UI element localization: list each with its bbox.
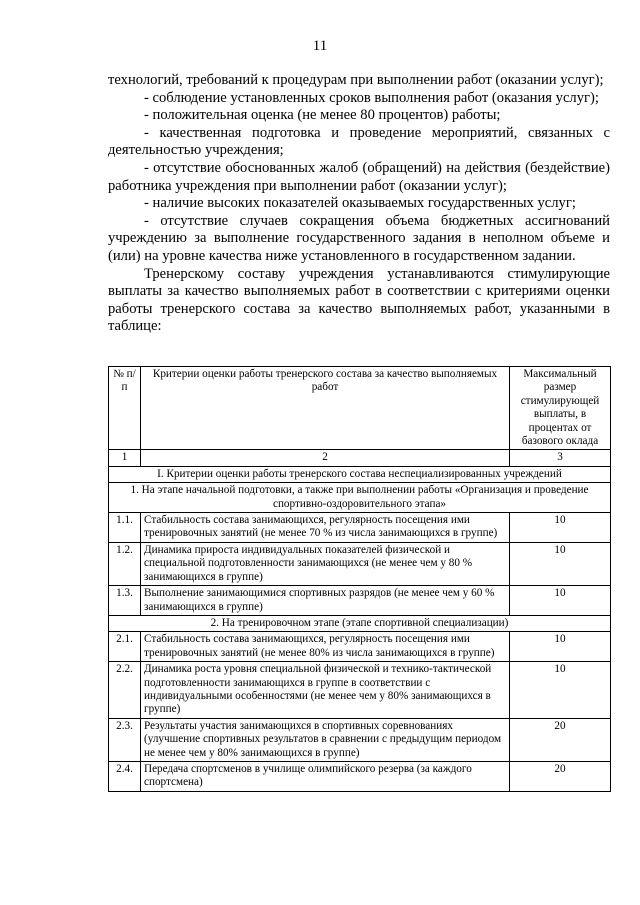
- row-number: 2.3.: [109, 718, 141, 761]
- table-row: [109, 586, 611, 616]
- table-row: [109, 662, 611, 719]
- section-title-row: [109, 615, 611, 631]
- row-value: 10: [510, 662, 611, 719]
- header-max-payment: Максимальный размер стимулирующей выплаты, в процентах от базового оклада: [510, 367, 611, 450]
- row-criterion: Результаты участия занимающихся в спортивных соревнованиях (улучшение спортивных результатов в сравнении с предыдущим периодом не менее чем у 80% занимающихся в группе): [141, 718, 510, 761]
- row-criterion: Выполнение занимающимися спортивных разрядов (не менее чем у 60 % занимающихся в группе): [141, 586, 510, 616]
- column-number: 1: [109, 450, 141, 466]
- body-text: [108, 72, 610, 336]
- criteria-table: [108, 366, 611, 792]
- row-number: 1.3.: [109, 586, 141, 616]
- column-number: 2: [141, 450, 510, 466]
- row-criterion: Динамика прироста индивидуальных показателей физической и специальной подготовленности занимающихся (не менее чем у 80 % занимающихся в группе): [141, 542, 510, 585]
- row-value: 10: [510, 632, 611, 662]
- paragraph: - качественная подготовка и проведение мероприятий, связанных с деятельностью учреждения;: [108, 124, 610, 159]
- paragraph: - отсутствие обоснованных жалоб (обращений) на действия (бездействие) работника учреждения при выполнении работ (оказании услуг);: [108, 159, 610, 194]
- table-row: [109, 513, 611, 543]
- section-title: 2. На тренировочном этапе (этапе спортивной специализации): [109, 615, 611, 631]
- table-row: [109, 761, 611, 791]
- row-criterion: Динамика роста уровня специальной физической и технико-тактической подготовленности занимающихся в группе в соответствии с индивидуальными особенностями (не менее чем у 80% занимающихся в группе): [141, 662, 510, 719]
- row-number: 2.2.: [109, 662, 141, 719]
- row-criterion: Передача спортсменов в училище олимпийского резерва (за каждого спортсмена): [141, 761, 510, 791]
- row-value: 20: [510, 718, 611, 761]
- row-value: 20: [510, 761, 611, 791]
- section-title-row: [109, 483, 611, 513]
- table-header-row: [109, 367, 611, 450]
- row-value: 10: [510, 586, 611, 616]
- page-number: 11: [312, 38, 328, 54]
- row-criterion: Стабильность состава занимающихся, регулярность посещения ими тренировочных занятий (не менее 70 % из числа занимающихся в группе): [141, 513, 510, 543]
- paragraph: технологий, требований к процедурам при выполнении работ (оказании услуг);: [108, 72, 604, 88]
- table-row: [109, 632, 611, 662]
- row-criterion: Стабильность состава занимающихся, регулярность посещения ими тренировочных занятий (не менее 80% из числа занимающихся в группе): [141, 632, 510, 662]
- row-value: 10: [510, 513, 611, 543]
- group-title-row: [109, 466, 611, 482]
- table-row: [109, 542, 611, 585]
- row-number: 1.2.: [109, 542, 141, 585]
- paragraph: - наличие высоких показателей оказываемых государственных услуг;: [144, 195, 576, 212]
- column-number: 3: [510, 450, 611, 466]
- paragraph: - положительная оценка (не менее 80 процентов) работы;: [144, 107, 501, 124]
- column-numbers-row: [109, 450, 611, 466]
- group-title: I. Критерии оценки работы тренерского состава неспециализированных учреждений: [109, 466, 611, 482]
- row-value: 10: [510, 542, 611, 585]
- row-number: 2.4.: [109, 761, 141, 791]
- section-title: 1. На этапе начальной подготовки, а также при выполнении работы «Организация и проведение спортивно-оздоровительного этапа»: [109, 483, 611, 513]
- paragraph: - отсутствие случаев сокращения объема бюджетных ассигнований учреждению за выполнение государственного задания в неполном объеме и (или) на уровне качества ниже установленного в государственном задании.: [108, 212, 610, 264]
- row-number: 2.1.: [109, 632, 141, 662]
- header-criteria: Критерии оценки работы тренерского состава за качество выполняемых работ: [141, 367, 510, 450]
- header-num: № п/п: [109, 367, 141, 450]
- paragraph: Тренерскому составу учреждения устанавливаются стимулирующие выплаты за качество выполняемых работ в соответствии с критериями оценки работы тренерского состава за качество выполняемых работ, указанными в таблице:: [108, 265, 610, 335]
- table-row: [109, 718, 611, 761]
- paragraph: - соблюдение установленных сроков выполнения работ (оказания услуг);: [144, 89, 599, 106]
- row-number: 1.1.: [109, 513, 141, 543]
